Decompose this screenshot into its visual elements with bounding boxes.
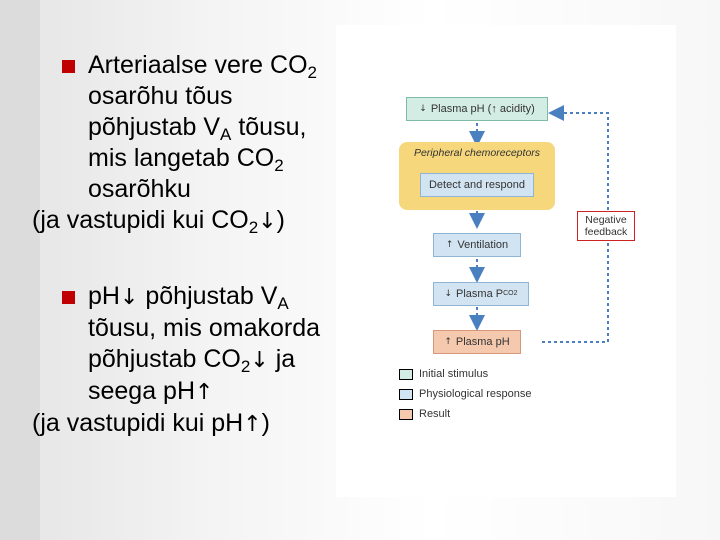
b1-after-end: ) [276, 206, 285, 234]
b2-line4: seega pH [88, 377, 196, 405]
b1-after [32, 205, 350, 237]
box-plasma-pco2: ↓ Plasma P CO2 [433, 282, 529, 306]
b2-ph: pH [88, 282, 120, 310]
b1-sub2: A [220, 125, 232, 144]
b1-sub3: 2 [274, 156, 284, 175]
down-arrow-icon: ↓ [258, 209, 277, 234]
b1-line4: mis langetab CO [88, 144, 275, 172]
neg-line1: Negative [585, 214, 627, 226]
down-arrow-icon: ↓ [419, 104, 427, 114]
box2-label: Detect and respond [428, 179, 525, 191]
legend-swatch-result [399, 409, 413, 420]
b1-after-sub: 2 [248, 218, 259, 237]
down-arrow-icon: ↓ [119, 285, 139, 310]
b2-after-end: ) [261, 409, 270, 437]
up-arrow-icon: ↑ [243, 412, 262, 437]
legend-swatch-initial [399, 369, 413, 380]
bullet-2 [60, 281, 350, 408]
bullet-marker [62, 60, 75, 73]
legend-swatch-physiological [399, 389, 413, 400]
b2-line3b: ja [268, 345, 296, 373]
down-arrow-icon: ↓ [250, 348, 269, 373]
up-arrow-icon: ↑ [195, 380, 214, 405]
legend-initial: Initial stimulus [419, 368, 489, 380]
slide-text [32, 50, 350, 440]
b1-line3b: tõusu, [231, 113, 307, 141]
b2-sub2: 2 [240, 357, 251, 376]
box-plasma-ph-acidity [406, 97, 548, 121]
bullet-marker [62, 291, 75, 304]
box1-label: Plasma pH (↑ acidity) [430, 103, 535, 115]
up-arrow-icon: ↑ [445, 240, 454, 250]
b1-after-text: (ja vastupidi kui CO [32, 206, 249, 234]
diagram-arrows [336, 25, 676, 497]
left-stripe-2 [40, 0, 46, 540]
bullet-1 [60, 50, 350, 205]
b2-line3a: põhjustab CO [88, 345, 241, 373]
box4-label: Plasma P [456, 288, 504, 300]
b1-sub1: 2 [307, 63, 317, 82]
b2-after-text: (ja vastupidi kui pH [32, 409, 244, 437]
feedback-diagram [336, 25, 676, 497]
box5-label: Plasma pH [455, 336, 510, 348]
chemo-label: Peripheral chemoreceptors [413, 147, 541, 159]
up-arrow-icon: ↑ [444, 337, 452, 347]
b1-line1: Arteriaalse vere CO [88, 51, 308, 79]
box-plasma-ph-result [433, 330, 521, 354]
box3-label: Ventilation [457, 239, 509, 251]
down-arrow-icon: ↓ [444, 289, 453, 299]
b1-line3a: põhjustab V [88, 113, 221, 141]
left-stripe [0, 0, 40, 540]
legend-result: Result [419, 408, 451, 420]
box-detect-respond [420, 173, 534, 197]
box-ventilation [433, 233, 521, 257]
b2-line2: tõusu, mis omakorda [88, 314, 321, 342]
neg-line2: feedback [584, 226, 628, 238]
b1-line5: osarõhku [88, 175, 191, 203]
b2-after [32, 408, 350, 440]
b1-line2: osarõhu tõus [88, 82, 233, 110]
legend-physiological: Physiological response [419, 388, 532, 400]
b2-sub1: A [277, 294, 289, 313]
negative-feedback-label [577, 211, 635, 241]
b2-line1: põhjustab V [138, 282, 278, 310]
